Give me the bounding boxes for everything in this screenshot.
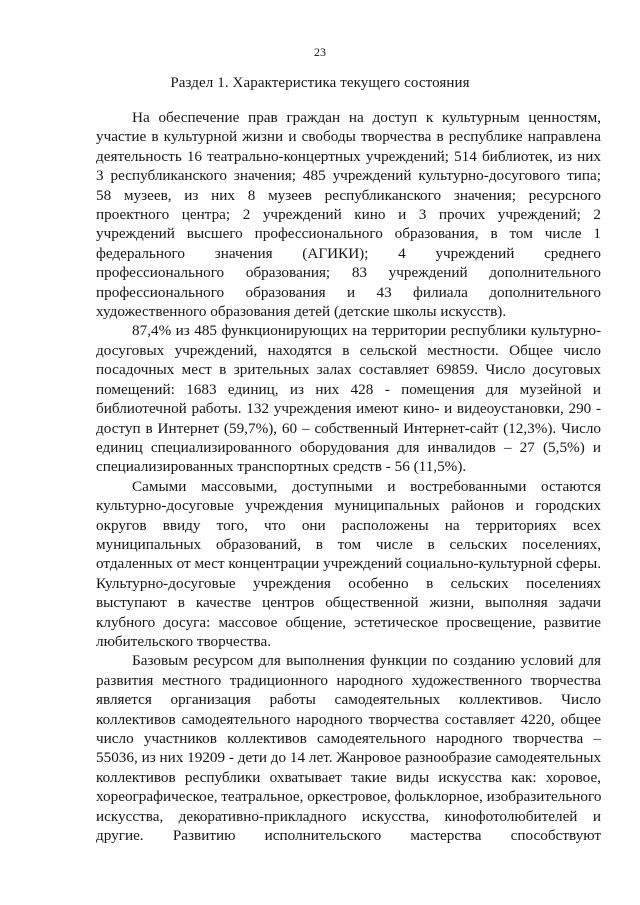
text-line: Самыми массовыми, доступными и востребованными остаются <box>132 477 601 495</box>
text-line: выступают в качестве центров общественной жизни, выполняя задачи <box>96 594 601 612</box>
text-line: развития местного традиционного народного художественного творчества <box>96 671 601 689</box>
text-line: досуговых учреждений, находятся в сельской местности. Общее число <box>96 341 601 359</box>
text-line: 87,4% из 485 функционирующих на территории республики культурно- <box>132 322 601 340</box>
text-line: участие в культурной жизни и свободы творчества в республике направлена <box>96 128 601 146</box>
text-line: клубного досуга: массовое общение, эстетическое просвещение, развитие <box>96 613 601 631</box>
text-line: 3 республиканского значения; 485 учреждений культурно-досугового типа; <box>96 167 601 185</box>
text-line: округов ввиду того, что они расположены на территориях всех <box>96 516 601 534</box>
text-line: единиц специализированного оборудования для инвалидов – 27 (5,5%) и <box>96 438 601 456</box>
text-line: художественного образования детей (детские школы искусств). <box>96 303 507 321</box>
paragraph <box>96 651 601 845</box>
paragraph <box>96 477 601 652</box>
paragraph <box>96 108 601 321</box>
text-line: федерального значения (АГИКИ); 4 учреждений среднего <box>96 244 601 262</box>
text-line: коллективов республики охватывает такие виды искусства как: хоровое, <box>96 768 601 786</box>
text-line: число участников коллективов самодеятельного народного творчества – <box>96 730 601 747</box>
text-line: профессионального образования; 83 учреждений дополнительного <box>96 264 601 282</box>
text-line: любительского творчества. <box>96 632 272 650</box>
text-line: Базовым ресурсом для выполнения функции по созданию условий для <box>132 652 601 670</box>
text-line: является организация работы самодеятельных коллективов. Число <box>96 691 601 709</box>
text-line: коллективов самодеятельного народного творчества составляет 4220, общее <box>96 710 601 728</box>
text-line: другие. Развитию исполнительского мастерства способствуют <box>96 827 601 845</box>
text-line: специализированных транспортных средств - 56 (11,5%). <box>96 458 467 476</box>
text-line: библиотечной работы. 132 учреждения имеют кино- и видеоустановки, 290 - <box>96 400 601 418</box>
text-line: 58 музеев, из них 8 музеев республиканского значения; ресурсного <box>96 186 601 204</box>
text-line: На обеспечение прав граждан на доступ к культурным ценностям, <box>132 109 601 126</box>
text-line: муниципальных образований, в том числе в сельских поселениях, <box>96 535 601 553</box>
text-line: профессионального образования и 43 филиала дополнительного <box>96 283 601 301</box>
text-line: помещений: 1683 единиц, из них 428 - помещения для музейной и <box>96 380 601 398</box>
text-line: учреждений высшего профессионального образования, в том числе 1 <box>96 225 601 243</box>
paragraph <box>96 321 601 476</box>
text-line: 55036, из них 19209 - дети до 14 лет. Жанровое разнообразие самодеятельных <box>96 749 601 767</box>
text-line: деятельность 16 театрально-концертных учреждений; 514 библиотек, из них <box>96 147 601 165</box>
text-line: Культурно-досуговые учреждения особенно в сельских поселениях <box>96 574 601 592</box>
text-line: искусства, декоративно-прикладного искусства, кинофотолюбителей и <box>96 807 601 825</box>
page-number: 23 <box>314 45 326 59</box>
text-line: посадочных мест в зрительных залах составляет 69859. Число досуговых <box>96 361 601 379</box>
section-title: Раздел 1. Характеристика текущего состояния <box>170 75 470 91</box>
text-line: отдаленных от мест концентрации учреждений социально-культурной сферы. <box>96 555 601 573</box>
text-line: доступ в Интернет (59,7%), 60 – собственный Интернет-сайт (12,3%). Число <box>96 419 601 437</box>
text-line: культурно-досуговые учреждения муниципальных районов и городских <box>96 497 601 515</box>
body-text <box>96 108 601 845</box>
text-line: проектного центра; 2 учреждений кино и 3 прочих учреждений; 2 <box>96 206 601 224</box>
text-line: хореографическое, театральное, оркестровое, фольклорное, изобразительного <box>96 788 601 806</box>
